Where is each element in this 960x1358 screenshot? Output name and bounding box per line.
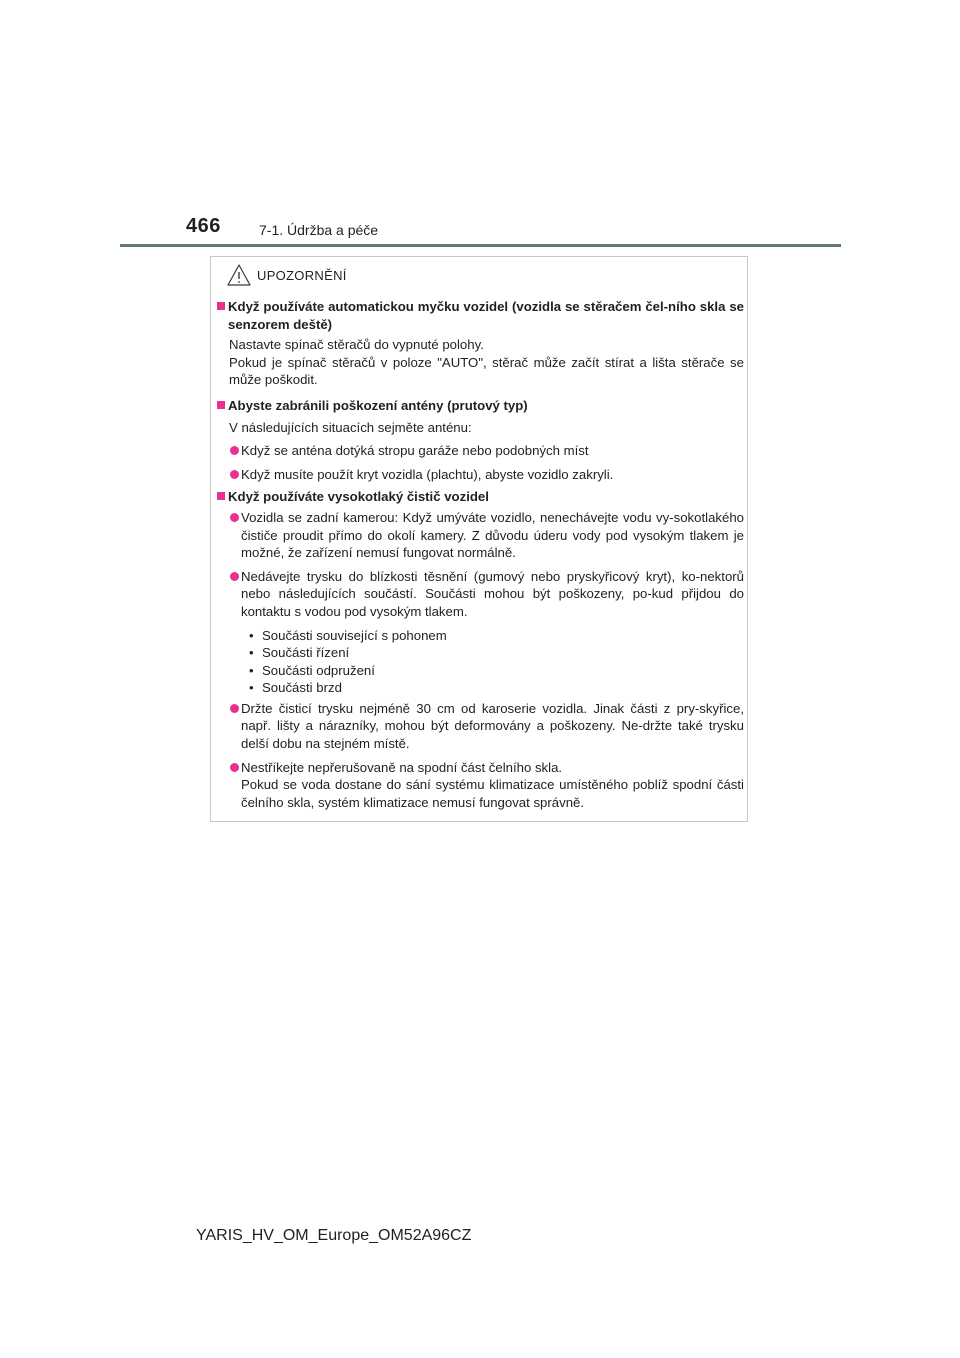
section-heading: Když používáte automatickou myčku vozidel (vozidla se stěračem čel-ního skla se senzorem deště) bbox=[217, 298, 744, 333]
paragraph: Nastavte spínač stěračů do vypnuté polohy. bbox=[229, 337, 484, 353]
bullet-item bbox=[217, 509, 744, 562]
sub-item: • Součásti brzd bbox=[249, 679, 744, 697]
bullet-text-continued: Pokud se voda dostane do sání systému klimatizace umístěného poblíž spodní části čelního skla, systém klimatizace nemusí fungovat správně. bbox=[241, 777, 744, 810]
sub-item: • Součásti související s pohonem bbox=[249, 627, 744, 645]
bullet-dot-icon bbox=[230, 704, 239, 713]
bullet-item bbox=[217, 442, 744, 460]
section-heading: Abyste zabránili poškození antény (prutový typ) bbox=[217, 397, 744, 415]
bullet-item bbox=[217, 759, 744, 812]
bullet-item bbox=[217, 568, 744, 621]
bullet-dot-icon bbox=[230, 763, 239, 772]
bullet-text: Nestříkejte nepřerušovaně na spodní část čelního skla. bbox=[241, 759, 563, 775]
bullet-text: Když se anténa dotýká stropu garáže nebo podobných míst bbox=[241, 443, 589, 459]
warning-triangle-icon bbox=[227, 264, 251, 286]
bullet-item bbox=[217, 466, 744, 484]
bullet-item bbox=[217, 700, 744, 753]
sub-item: • Součásti odpružení bbox=[249, 662, 744, 680]
bullet-text: Nedávejte trysku do blízkosti těsnění (gumový nebo pryskyřicový kryt), ko-nektorů nebo následujících součástí. Součásti mohou být poškozeny, po-kud přijdou do kontaktu s vodou pod vysokým tlakem. bbox=[241, 568, 744, 619]
header-rule bbox=[120, 244, 841, 247]
warning-header bbox=[227, 263, 347, 287]
sub-item: • Součásti řízení bbox=[249, 644, 744, 662]
warning-content bbox=[217, 298, 744, 811]
section-heading: Když používáte vysokotlaký čistič vozidel bbox=[217, 488, 744, 506]
footer-code: YARIS_HV_OM_Europe_OM52A96CZ bbox=[196, 1227, 472, 1244]
warning-box bbox=[210, 256, 748, 822]
page-number: 466 bbox=[186, 215, 221, 237]
bullet-dot-icon bbox=[230, 446, 239, 455]
bullet-text: Držte čisticí trysku nejméně 30 cm od karoserie vozidla. Jinak části z pry-skyřice, např. lišty a nárazníky, mohou být deformovány a poškozeny. Ne-držte také trysku delší dobu na stejném místě. bbox=[241, 700, 744, 752]
sub-list bbox=[217, 627, 744, 697]
bullet-dot-icon bbox=[230, 513, 239, 522]
bullet-dot-icon bbox=[230, 470, 239, 479]
paragraph: V následujících situacích sejměte anténu: bbox=[229, 419, 472, 435]
paragraph: Pokud je spínač stěračů v poloze "AUTO", stěrač může začít stírat a lišta stěrače se může poškodit. bbox=[229, 354, 744, 388]
section-title: 7-1. Údržba a péče bbox=[259, 222, 379, 238]
bullet-text: Když musíte použít kryt vozidla (plachtu), abyste vozidlo zakryli. bbox=[241, 466, 614, 482]
bullet-text: Vozidla se zadní kamerou: Když umýváte vozidlo, nenechávejte vodu vy-sokotlakého čističe proudit přímo do okolí kamery. Z důvodu úderu vody pod vysokým tlakem je možné, že zařízení nemusí fungovat normálně. bbox=[241, 509, 744, 561]
warning-title: UPOZORNĚNÍ bbox=[257, 267, 347, 283]
bullet-dot-icon bbox=[230, 572, 239, 581]
